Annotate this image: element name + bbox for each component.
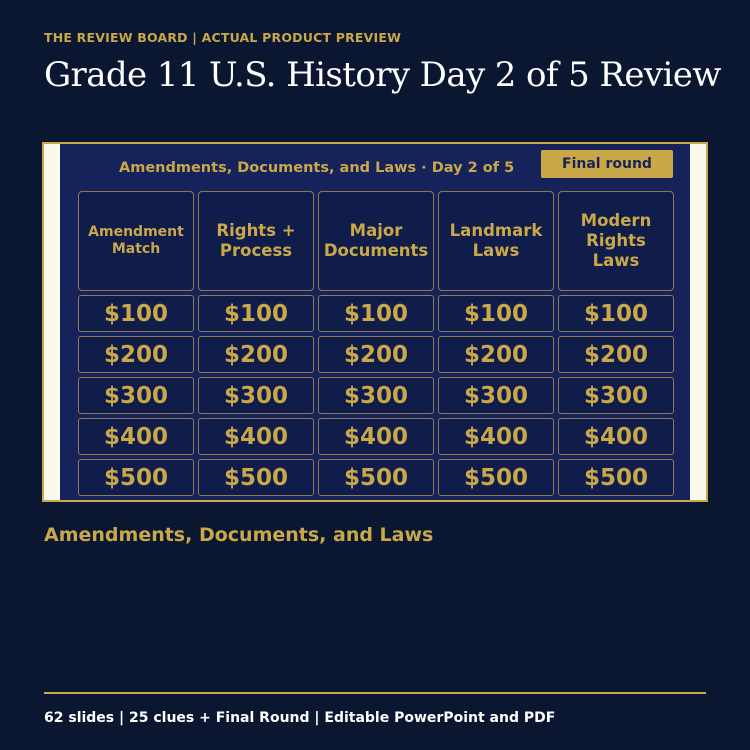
clue-tile[interactable]: $500 <box>438 459 554 496</box>
final-round-button[interactable]: Final round <box>541 150 673 178</box>
clue-tile[interactable]: $200 <box>558 336 674 373</box>
category-header: Amendment Match <box>78 191 194 291</box>
product-details-footer: 62 slides | 25 clues + Final Round | Editable PowerPoint and PDF <box>44 710 556 726</box>
clue-tile[interactable]: $200 <box>438 336 554 373</box>
clue-tile[interactable]: $400 <box>558 418 674 455</box>
clue-tile[interactable]: $400 <box>198 418 314 455</box>
eyebrow-label: THE REVIEW BOARD | ACTUAL PRODUCT PREVIEW <box>44 30 402 45</box>
clue-tile[interactable]: $500 <box>318 459 434 496</box>
clue-tile[interactable]: $300 <box>438 377 554 414</box>
product-preview-frame <box>42 142 708 502</box>
clue-tile[interactable]: $100 <box>318 295 434 332</box>
clue-tile[interactable]: $100 <box>438 295 554 332</box>
clue-tile[interactable]: $200 <box>78 336 194 373</box>
category-header: Modern Rights Laws <box>558 191 674 291</box>
clue-tile[interactable]: $500 <box>78 459 194 496</box>
footer-divider <box>44 692 706 694</box>
page-title: Grade 11 U.S. History Day 2 of 5 Review <box>44 55 721 95</box>
clue-tile[interactable]: $400 <box>438 418 554 455</box>
clue-tile[interactable]: $100 <box>78 295 194 332</box>
clue-tile[interactable]: $300 <box>558 377 674 414</box>
topic-subtitle: Amendments, Documents, and Laws <box>44 524 434 546</box>
clue-tile[interactable]: $400 <box>318 418 434 455</box>
clue-tile[interactable]: $200 <box>318 336 434 373</box>
clue-tile[interactable]: $400 <box>78 418 194 455</box>
game-board-grid <box>78 191 676 500</box>
clue-tile[interactable]: $300 <box>78 377 194 414</box>
category-header: Major Documents <box>318 191 434 291</box>
clue-tile[interactable]: $500 <box>198 459 314 496</box>
clue-tile[interactable]: $200 <box>198 336 314 373</box>
category-header: Landmark Laws <box>438 191 554 291</box>
slide-header: Amendments, Documents, and Laws · Day 2 of 5 <box>119 160 515 176</box>
category-header: Rights + Process <box>198 191 314 291</box>
clue-tile[interactable]: $100 <box>558 295 674 332</box>
clue-tile[interactable]: $100 <box>198 295 314 332</box>
clue-tile[interactable]: $300 <box>198 377 314 414</box>
game-board-slide <box>60 144 690 500</box>
clue-tile[interactable]: $300 <box>318 377 434 414</box>
clue-tile[interactable]: $500 <box>558 459 674 496</box>
